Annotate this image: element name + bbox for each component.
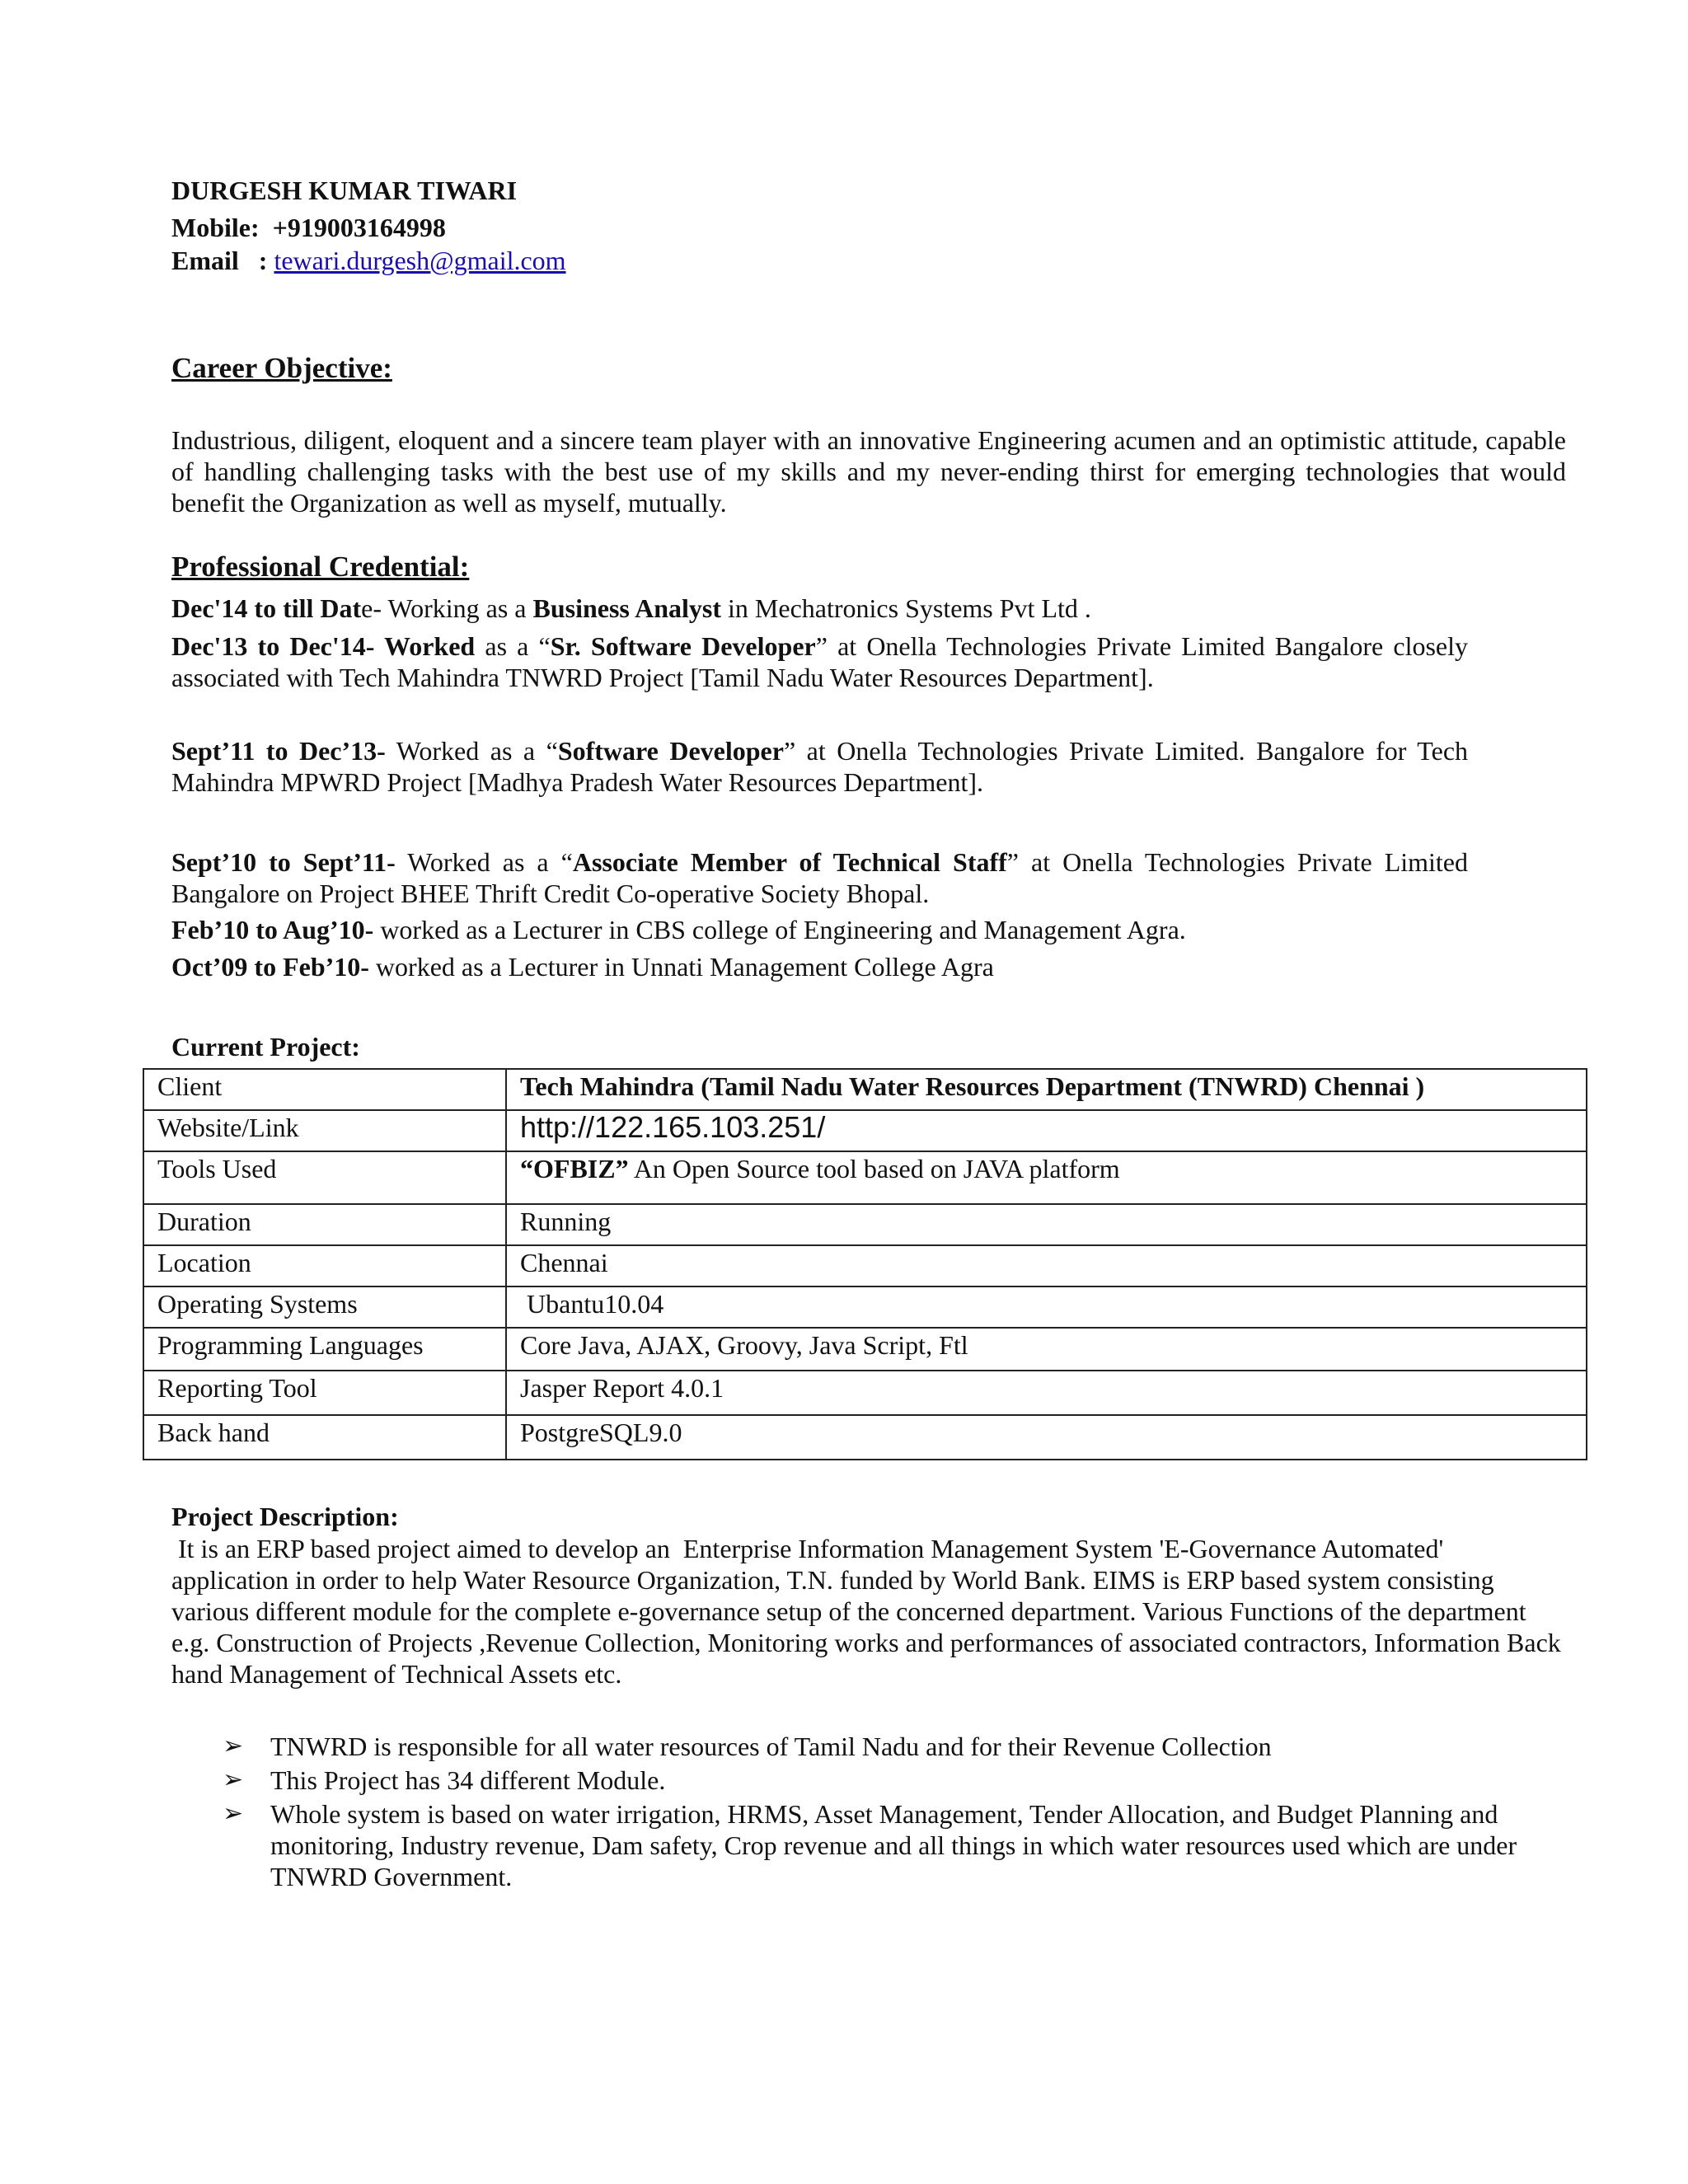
table-row xyxy=(143,1328,1587,1371)
entry-3-line2: Mahindra MPWRD Project [Madhya Pradesh Water Resources Department]. xyxy=(171,767,984,797)
row-label: Tools Used xyxy=(143,1151,506,1204)
entry-4-period: Sept’10 to Sept’11- xyxy=(171,847,396,877)
list-item xyxy=(223,1798,1582,1892)
list-item xyxy=(223,1731,1582,1762)
project-highlights-list xyxy=(223,1731,1582,1895)
mobile-label: Mobile: xyxy=(171,213,260,242)
table-row xyxy=(143,1110,1587,1151)
credential-entry-2 xyxy=(171,630,1468,693)
entry-6-period: Oct’09 to Feb’10- xyxy=(171,952,369,982)
list-item-text: This Project has 34 different Module. xyxy=(270,1765,666,1795)
entry-3-period: Sept’11 to Dec’13- xyxy=(171,736,386,766)
entry-1-rest: in Mechatronics Systems Pvt Ltd . xyxy=(721,593,1091,623)
project-description-heading: Project Description: xyxy=(171,1502,399,1531)
row-value xyxy=(506,1151,1587,1204)
email-separator: : xyxy=(258,246,268,275)
table-row xyxy=(143,1371,1587,1415)
entry-4-intro: Worked as a “ xyxy=(395,847,573,877)
arrow-bullet-icon: ➢ xyxy=(223,1799,244,1828)
email-line xyxy=(171,246,566,276)
entry-4-rest: ” at Onella Technologies Private Limited xyxy=(1006,847,1468,877)
table-row xyxy=(143,1069,1587,1110)
project-description-text: It is an ERP based project aimed to develop an Enterprise Information Management System 'E-Governance Automated' application in order to help Water Resource Organization, T.N. funded by World Bank. EIMS is ERP based system consisting various different module for the complete e-governance setup of the concerned department. Various Functions of the department e.g. Construction of Projects ,Revenue Collection, Monitoring works and performances of associated contractors, Information Back hand Management of Technical Assets etc. xyxy=(171,1534,1568,1689)
row-label: Website/Link xyxy=(143,1110,506,1151)
email-label: Email xyxy=(171,246,239,275)
entry-2-period: Dec'13 to Dec'14- Worked xyxy=(171,631,476,661)
tool-name: “OFBIZ” xyxy=(520,1154,629,1183)
arrow-bullet-icon: ➢ xyxy=(223,1765,244,1794)
row-label: Duration xyxy=(143,1204,506,1245)
row-label: Programming Languages xyxy=(143,1328,506,1371)
list-item-text: TNWRD is responsible for all water resources of Tamil Nadu and for their Revenue Collection xyxy=(270,1732,1272,1761)
credential-entry-6 xyxy=(171,952,994,982)
list-item xyxy=(223,1765,1582,1796)
row-value: Tech Mahindra (Tamil Nadu Water Resources Department (TNWRD) Chennai ) xyxy=(506,1069,1587,1110)
credential-entry-5 xyxy=(171,915,1186,945)
entry-1-intro: e- Working as a xyxy=(361,593,533,623)
entry-3-intro: Worked as a “ xyxy=(385,736,558,766)
entry-5-rest: worked as a Lecturer in CBS college of Engineering and Management Agra. xyxy=(373,915,1186,944)
entry-4-role: Associate Member of Technical Staff xyxy=(572,847,1007,877)
entry-5-period: Feb’10 to Aug’10- xyxy=(171,915,374,944)
row-value: Chennai xyxy=(506,1245,1587,1286)
credential-entry-1 xyxy=(171,593,1091,624)
row-value: Ubantu10.04 xyxy=(506,1286,1587,1328)
row-value: PostgreSQL9.0 xyxy=(506,1415,1587,1460)
row-label: Reporting Tool xyxy=(143,1371,506,1415)
entry-2-role: Sr. Software Developer xyxy=(550,631,816,661)
row-value: Core Java, AJAX, Groovy, Java Script, Ftl xyxy=(506,1328,1587,1371)
table-row xyxy=(143,1415,1587,1460)
row-label: Client xyxy=(143,1069,506,1110)
row-label: Back hand xyxy=(143,1415,506,1460)
row-value: Running xyxy=(506,1204,1587,1245)
table-row xyxy=(143,1151,1587,1204)
table-row xyxy=(143,1204,1587,1245)
current-project-heading: Current Project: xyxy=(171,1032,360,1062)
entry-1-period: Dec'14 to till Dat xyxy=(171,593,362,623)
website-link[interactable]: http://122.165.103.251/ xyxy=(520,1110,826,1144)
entry-4-line2: Bangalore on Project BHEE Thrift Credit Co-operative Society Bhopal. xyxy=(171,879,930,908)
credential-entry-4 xyxy=(171,846,1468,909)
email-link[interactable]: tewari.durgesh@gmail.com xyxy=(274,246,566,275)
table-row xyxy=(143,1286,1587,1328)
project-details-table xyxy=(143,1068,1587,1460)
career-objective-text: Industrious, diligent, eloquent and a sincere team player with an innovative Engineering acumen and an optimistic attitude, capable of handling challenging tasks with the best use of my skills and my never-ending thirst for emerging technologies that would benefit the Organization as well as myself, mutually. xyxy=(171,425,1566,518)
table-row xyxy=(143,1245,1587,1286)
professional-credential-heading: Professional Credential: xyxy=(171,551,470,583)
tool-description: An Open Source tool based on JAVA platform xyxy=(628,1154,1120,1183)
mobile-value: +919003164998 xyxy=(272,213,446,242)
candidate-name: DURGESH KUMAR TIWARI xyxy=(171,176,518,205)
entry-2-rest: ” at Onella Technologies Private Limited Bangalore closely xyxy=(815,631,1469,661)
arrow-bullet-icon: ➢ xyxy=(223,1732,244,1760)
row-label: Location xyxy=(143,1245,506,1286)
entry-6-rest: worked as a Lecturer in Unnati Management College Agra xyxy=(368,952,994,982)
entry-1-role: Business Analyst xyxy=(532,593,722,623)
list-item-text: Whole system is based on water irrigation, HRMS, Asset Management, Tender Allocation, and Budget Planning and monitoring, Industry revenue, Dam safety, Crop revenue and all things in which water resources used which are under TNWRD Government. xyxy=(270,1799,1517,1891)
row-value: Jasper Report 4.0.1 xyxy=(506,1371,1587,1415)
entry-3-role: Software Developer xyxy=(557,736,784,766)
entry-2-intro: as a “ xyxy=(475,631,551,661)
mobile-line xyxy=(171,213,446,243)
entry-2-line2: associated with Tech Mahindra TNWRD Project [Tamil Nadu Water Resources Department]. xyxy=(171,663,1154,692)
entry-3-rest: ” at Onella Technologies Private Limited. Bangalore for Tech xyxy=(783,736,1469,766)
row-value xyxy=(506,1110,1587,1151)
career-objective-heading: Career Objective: xyxy=(171,352,392,384)
row-label: Operating Systems xyxy=(143,1286,506,1328)
credential-entry-3 xyxy=(171,735,1468,798)
